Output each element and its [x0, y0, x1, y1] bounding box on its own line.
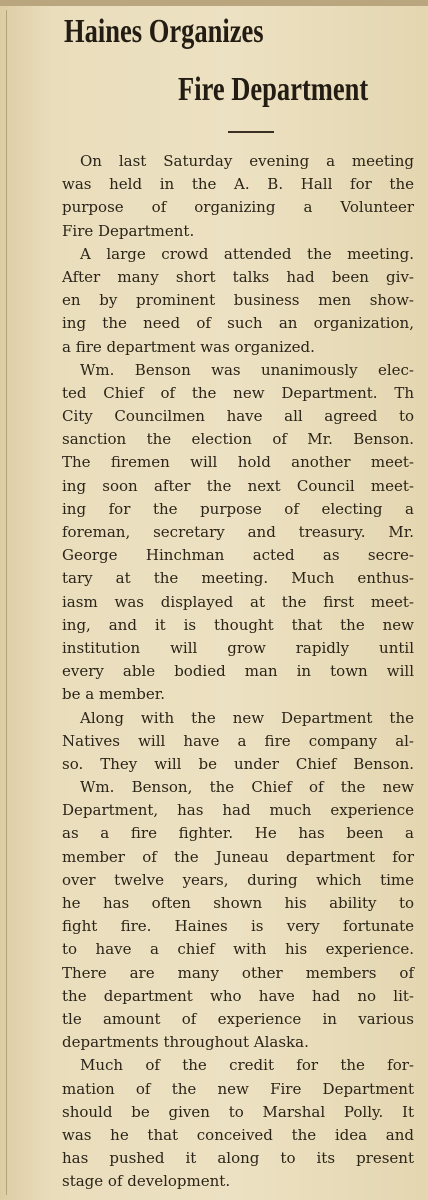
headline-line-2: Fire Department: [178, 71, 369, 108]
article-line: There are many other members of: [62, 963, 414, 982]
article-line: ing soon after the next Council meet-: [62, 476, 414, 495]
top-rule: [0, 0, 428, 6]
article-line: ted Chief of the new Department. Th: [62, 383, 414, 402]
article-line: A large crowd attended the meeting.: [80, 244, 414, 263]
article-line: has pushed it along to its present: [62, 1149, 414, 1168]
article-line: Natives will have a fire company al-: [62, 731, 414, 750]
article-line: as a fire fighter. He has been a: [62, 824, 414, 843]
article-line: foreman, secretary and treasury. Mr.: [62, 523, 414, 541]
article-line: to have a chief with his experience.: [62, 940, 414, 959]
article-line: Much of the credit for the for-: [80, 1056, 414, 1075]
article-line: After many short talks had been giv-: [62, 267, 414, 286]
article-line: Wm. Benson was unanimously elec-: [80, 360, 414, 379]
article-line: stage of development.: [62, 1172, 231, 1191]
article-line: fight fire. Haines is very fortunate: [62, 917, 414, 936]
article-line: purpose of organizing a Volunteer: [62, 198, 414, 217]
article-line: mation of the new Fire Department: [62, 1079, 414, 1098]
article-line: Along with the new Department the: [80, 708, 414, 727]
article-line: tle amount of experience in various: [62, 1009, 414, 1028]
article-line: departments throughout Alaska.: [62, 1033, 309, 1052]
article-line: tary at the meeting. Much enthus-: [62, 569, 414, 588]
article-line: ing the need of such an organization,: [62, 314, 414, 333]
article-line: institution will grow rapidly until: [62, 638, 414, 657]
article-line: every able bodied man in town will: [62, 662, 414, 681]
article-line: be a member.: [62, 685, 166, 704]
article-line: George Hinchman acted as secre-: [62, 546, 414, 565]
article-line: Wm. Benson, the Chief of the new: [80, 778, 414, 797]
article-line: a fire department was organized.: [62, 337, 315, 356]
article-line: ing, and it is thought that the new: [62, 615, 414, 634]
headline-divider: [228, 131, 274, 133]
article-body: [62, 150, 414, 1193]
article-line: the department who have had no lit-: [62, 986, 414, 1005]
article-line: was held in the A. B. Hall for the: [62, 175, 414, 194]
article-line: The firemen will hold another meet-: [62, 453, 414, 472]
headline-line-1: Haines Organizes: [64, 13, 264, 50]
article-line: member of the Juneau department for: [62, 847, 414, 866]
article-line: City Councilmen have all agreed to: [62, 407, 414, 426]
article-line: sanction the election of Mr. Benson.: [62, 430, 414, 449]
article-line: should be given to Marshal Polly. It: [62, 1102, 414, 1121]
article-line: ing for the purpose of electing a: [62, 499, 414, 518]
article-line: On last Saturday evening a meeting: [80, 152, 414, 170]
article-line: so. They will be under Chief Benson.: [62, 754, 414, 773]
article-line: he has often shown his ability to: [62, 894, 414, 912]
article-line: Fire Department.: [62, 221, 195, 240]
article-line: was he that conceived the idea and: [62, 1125, 414, 1144]
article-line: Department, has had much experience: [62, 801, 414, 820]
article-line: iasm was displayed at the first meet-: [62, 592, 414, 611]
article-line: en by prominent business men show-: [62, 291, 414, 310]
column-rule: [6, 10, 7, 1195]
article-line: over twelve years, during which time: [62, 870, 414, 889]
